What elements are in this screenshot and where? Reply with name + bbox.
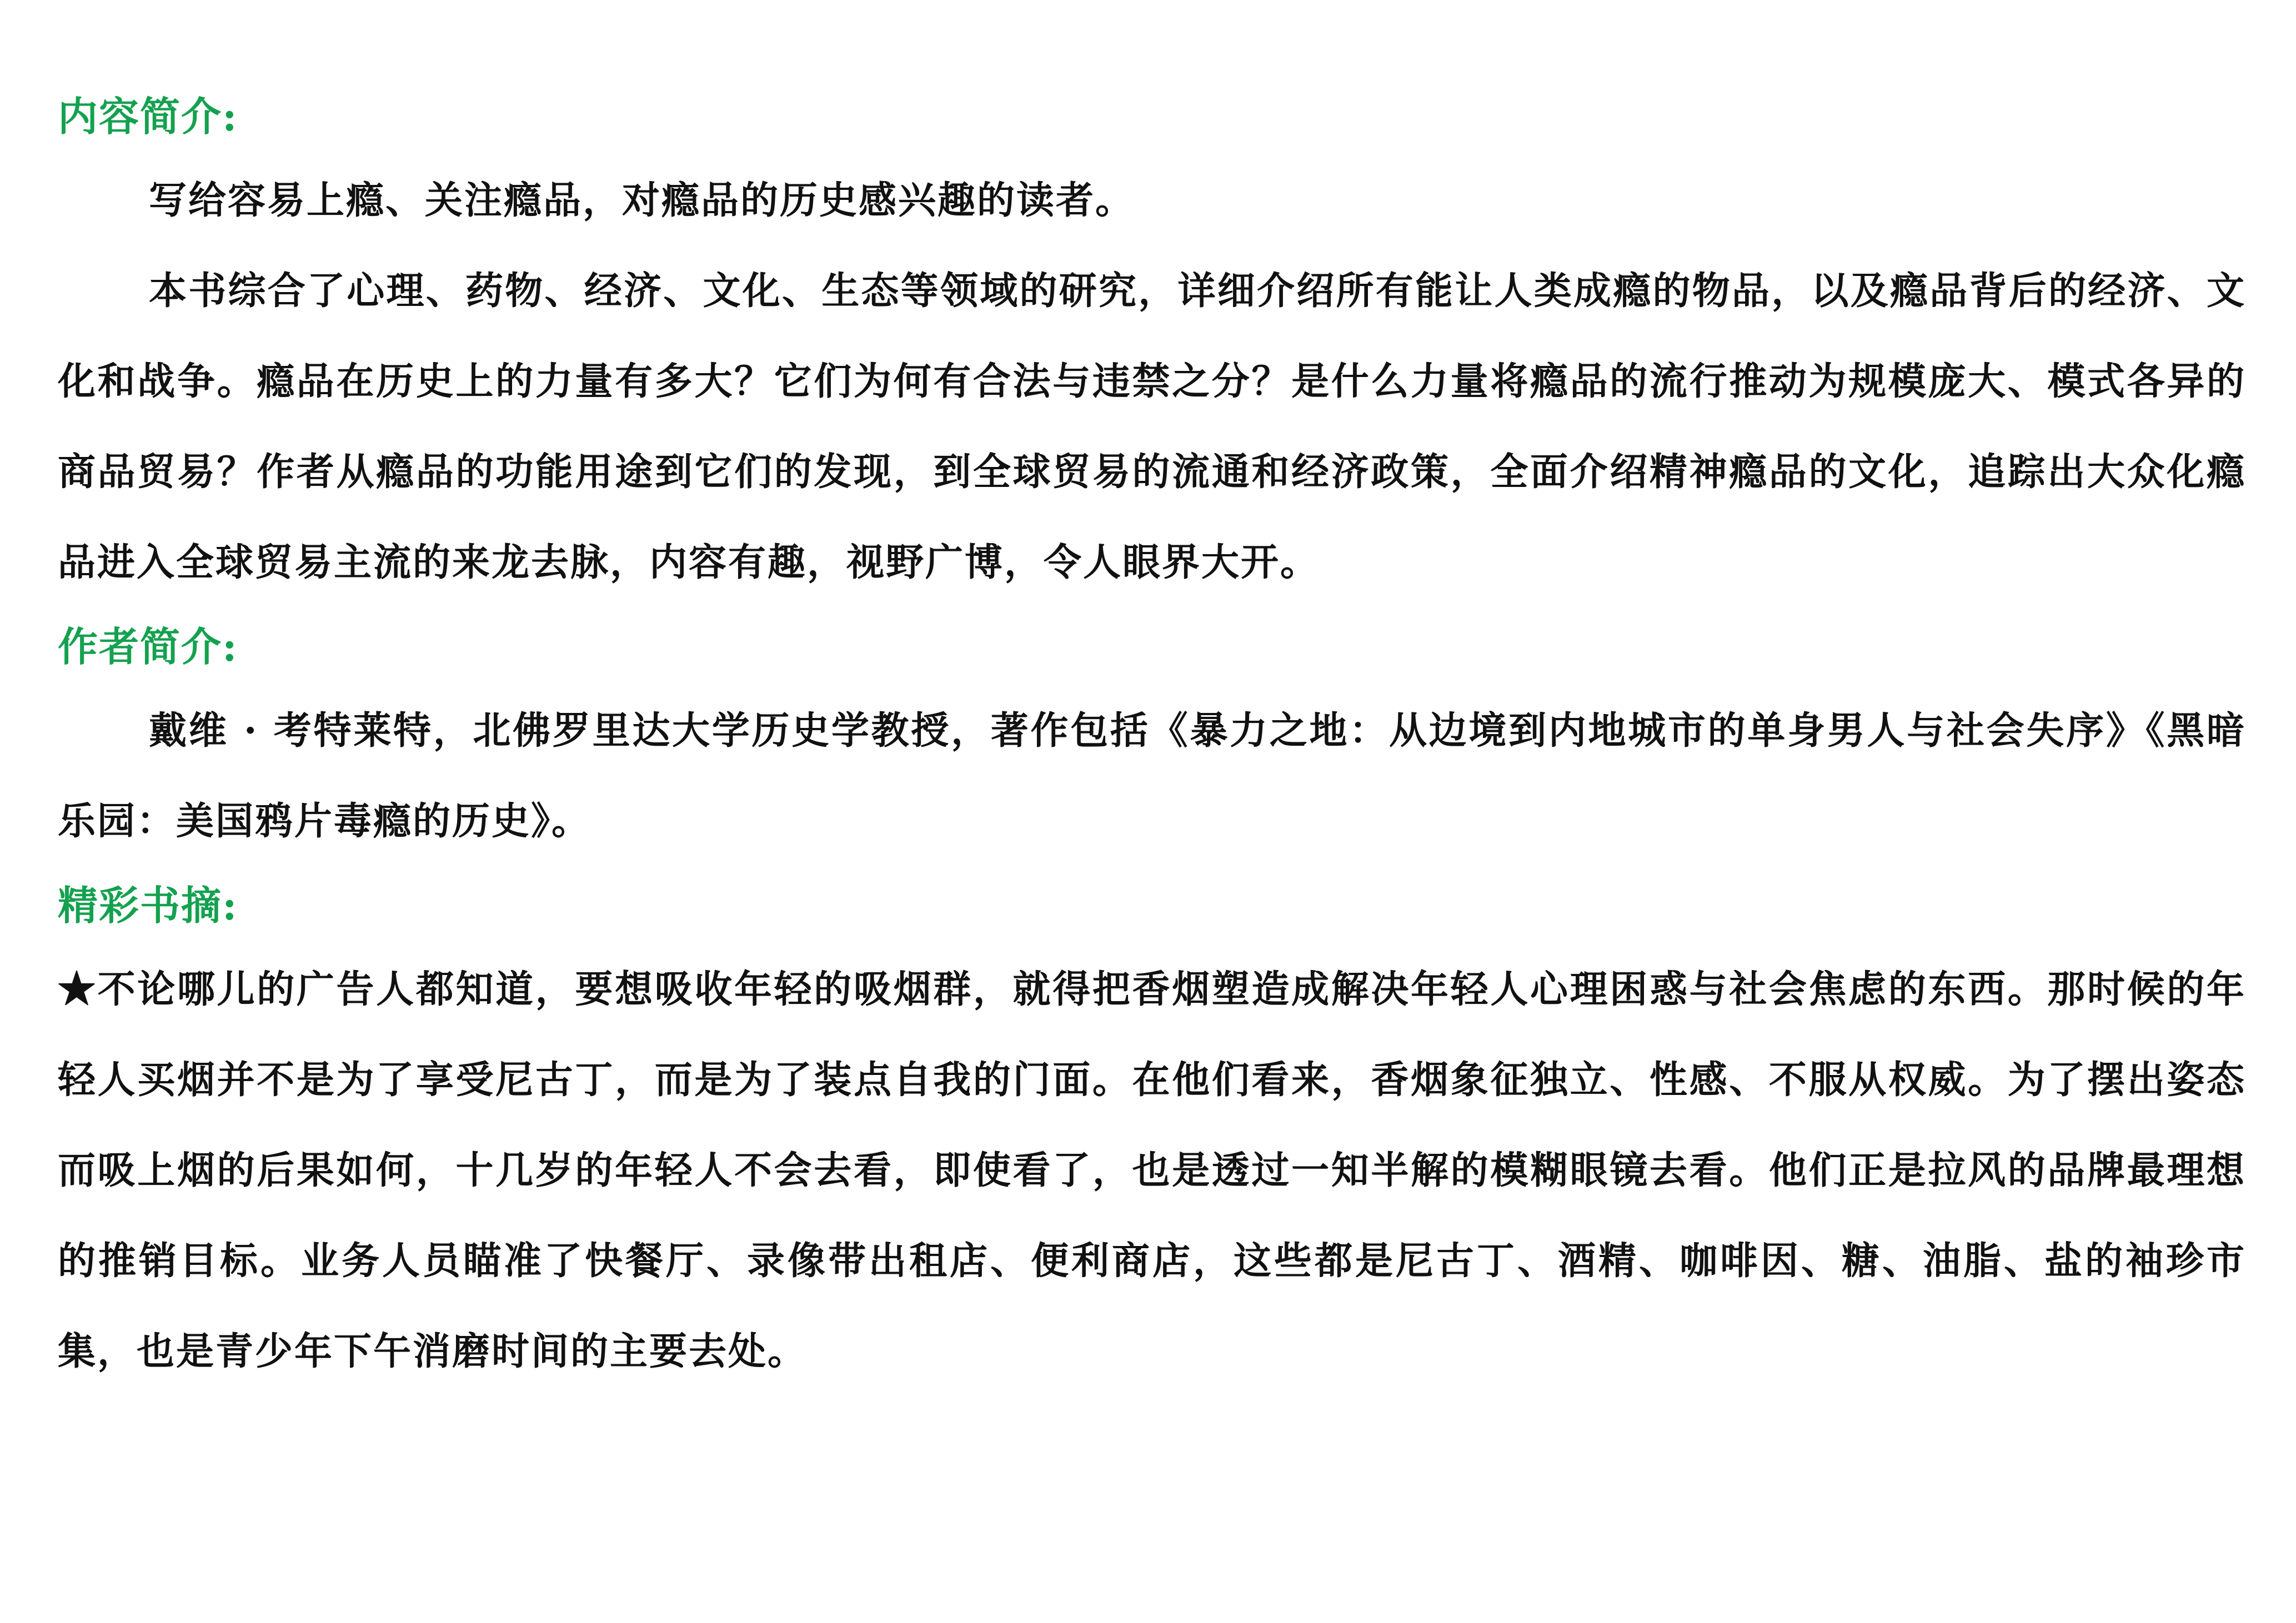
- excerpt-paragraph: ★不论哪儿的广告人都知道，要想吸收年轻的吸烟群，就得把香烟塑造成解决年轻人心理困惑与社会焦虑的东西。那时候的年轻人买烟并不是为了享受尼古丁，而是为了装点自我的门面。在他们看来，香烟象征独立、性感、不服从权威。为了摆出姿态而吸上烟的后果如何，十几岁的年轻人不会去看，即使看了，也是透过一知半解的模糊眼镜去看。他们正是拉风的品牌最理想的推销目标。业务人员瞄准了快餐厅、录像带出租店、便利商店，这些都是尼古丁、酒精、咖啡因、糖、油脂、盐的袖珍市集，也是青少年下午消磨时间的主要去处。: [58, 967, 2246, 1374]
- excerpt-section: [58, 867, 2246, 1397]
- author-intro-section: [58, 608, 2246, 867]
- excerpt-heading: 精彩书摘:: [58, 882, 238, 929]
- book-intro-document: [58, 78, 2246, 1397]
- content-intro-paragraph-1: 写给容易上瘾、关注瘾品，对瘾品的历史感兴趣的读者。: [149, 178, 1135, 223]
- author-intro-heading: 作者简介:: [58, 623, 238, 670]
- author-intro-paragraph: 戴维 · 考特莱特，北佛罗里达大学历史学教授，著作包括《暴力之地：从边境到内地城市的单身男人与社会失序》《黑暗乐园：美国鸦片毒瘾的历史》。: [58, 709, 2246, 843]
- content-intro-section: [58, 78, 2246, 608]
- content-intro-heading: 内容简介:: [58, 93, 238, 140]
- content-intro-paragraph-2: 本书综合了心理、药物、经济、文化、生态等领域的研究，详细介绍所有能让人类成瘾的物品，以及瘾品背后的经济、文化和战争。瘾品在历史上的力量有多大？它们为何有合法与违禁之分？是什么力量将瘾品的流行推动为规模庞大、模式各异的商品贸易？作者从瘾品的功能用途到它们的发现，到全球贸易的流通和经济政策，全面介绍精神瘾品的文化，追踪出大众化瘾品进入全球贸易主流的来龙去脉，内容有趣，视野广博，令人眼界大开。: [58, 269, 2246, 585]
